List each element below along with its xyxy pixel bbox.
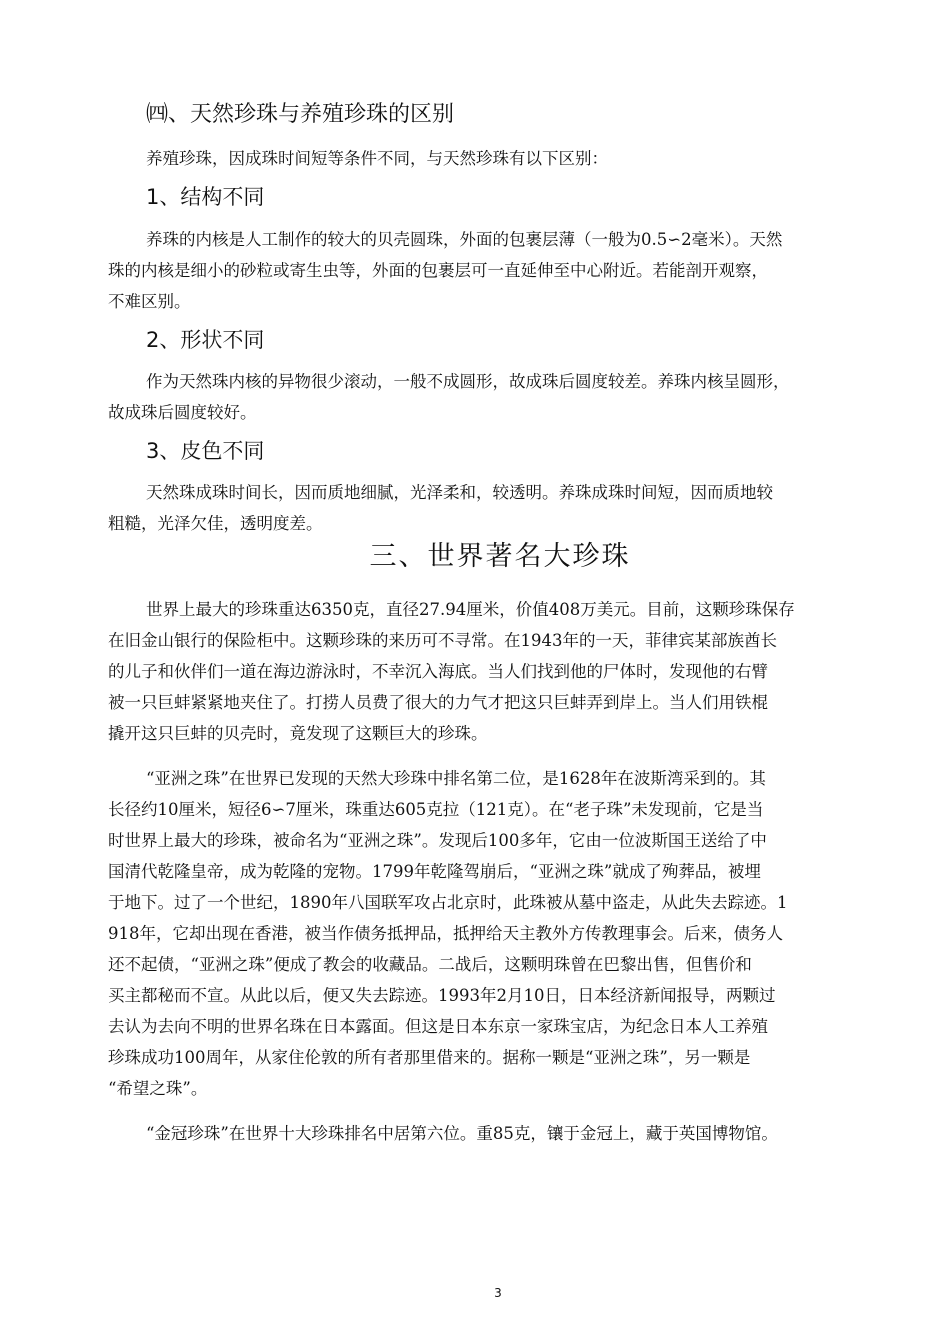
paragraph-line: “金冠珍珠”在世界十大珍珠排名中居第六位。重85克，镶于金冠上，藏于英国博物馆。 [146, 1124, 778, 1143]
page-number: 3 [494, 1286, 502, 1300]
paragraph-line: 天然珠成珠时间长，因而质地细腻，光泽柔和，较透明。养珠成珠时间短，因而质地较 [146, 483, 773, 502]
paragraph-line: 故成珠后圆度较好。 [108, 403, 257, 422]
paragraph-line: 不难区别。 [108, 292, 191, 311]
point-heading-shape: 2、形状不同 [146, 328, 265, 352]
paragraph-line: 918年，它却出现在香港，被当作债务抵押品，抵押给天主教外方传教理事会。后来，债务人 [108, 924, 783, 943]
paragraph-line: 于地下。过了一个世纪，1890年八国联军攻占北京时，此珠被从墓中盗走，从此失去踪迹。1 [108, 893, 788, 912]
point-heading-structure: 1、结构不同 [146, 185, 265, 209]
paragraph-line: 买主都秘而不宣。从此以后，便又失去踪迹。1993年2月10日，日本经济新闻报导，两颗过 [108, 986, 776, 1005]
point-heading-color: 3、皮色不同 [146, 439, 265, 463]
paragraph-line: 养珠的内核是人工制作的较大的贝壳圆珠，外面的包裹层薄（一般为0.5∽2毫米）。天然 [146, 230, 783, 249]
paragraph-line: 国清代乾隆皇帝，成为乾隆的宠物。1799年乾隆驾崩后，“亚洲之珠”就成了殉葬品，被埋 [108, 862, 761, 881]
paragraph-line: “亚洲之珠”在世界已发现的天然大珍珠中排名第二位，是1628年在波斯湾采到的。其 [146, 769, 766, 788]
paragraph-line: 还不起债，“亚洲之珠”便成了教会的收藏品。二战后，这颗明珠曾在巴黎出售，但售价和 [108, 955, 752, 974]
section-intro: 养殖珍珠，因成珠时间短等条件不同，与天然珍珠有以下区别： [146, 149, 608, 168]
paragraph-line: 在旧金山银行的保险柜中。这颗珍珠的来历可不寻常。在1943年的一天，菲律宾某部族酋长 [108, 631, 777, 650]
paragraph-line: 的儿子和伙伴们一道在海边游泳时，不幸沉入海底。当人们找到他的尸体时，发现他的右臂 [108, 662, 768, 681]
paragraph-line: 世界上最大的珍珠重达6350克，直径27.94厘米，价值408万美元。目前，这颗珍珠保存 [146, 600, 795, 619]
paragraph-line: 时世界上最大的珍珠，被命名为“亚洲之珠”。发现后100多年，它由一位波斯国王送给了中 [108, 831, 767, 850]
paragraph-line: 粗糙，光泽欠佳，透明度差。 [108, 514, 323, 533]
paragraph-line: 作为天然珠内核的异物很少滚动，一般不成圆形，故成珠后圆度较差。养珠内核呈圆形， [146, 372, 790, 391]
paragraph-line: “希望之珠”。 [108, 1079, 208, 1098]
paragraph-line: 去认为去向不明的世界名珠在日本露面。但这是日本东京一家珠宝店，为纪念日本人工养殖 [108, 1017, 768, 1036]
paragraph-line: 珍珠成功100周年，从家住伦敦的所有者那里借来的。据称一颗是“亚洲之珠”，另一颗是 [108, 1048, 751, 1067]
chapter-title: 三、世界著名大珍珠 [369, 541, 631, 572]
paragraph-line: 长径约10厘米，短径6∽7厘米，珠重达605克拉（121克）。在“老子珠”未发现前，它是当 [108, 800, 764, 819]
paragraph-line: 撬开这只巨蚌的贝壳时，竟发现了这颗巨大的珍珠。 [108, 724, 488, 743]
paragraph-line: 珠的内核是细小的砂粒或寄生虫等，外面的包裹层可一直延伸至中心附近。若能剖开观察， [108, 261, 768, 280]
paragraph-line: 被一只巨蚌紧紧地夹住了。打捞人员费了很大的力气才把这只巨蚌弄到岸上。当人们用铁棍 [108, 693, 768, 712]
section-title: ㈣、天然珍珠与养殖珍珠的区别 [146, 102, 455, 127]
